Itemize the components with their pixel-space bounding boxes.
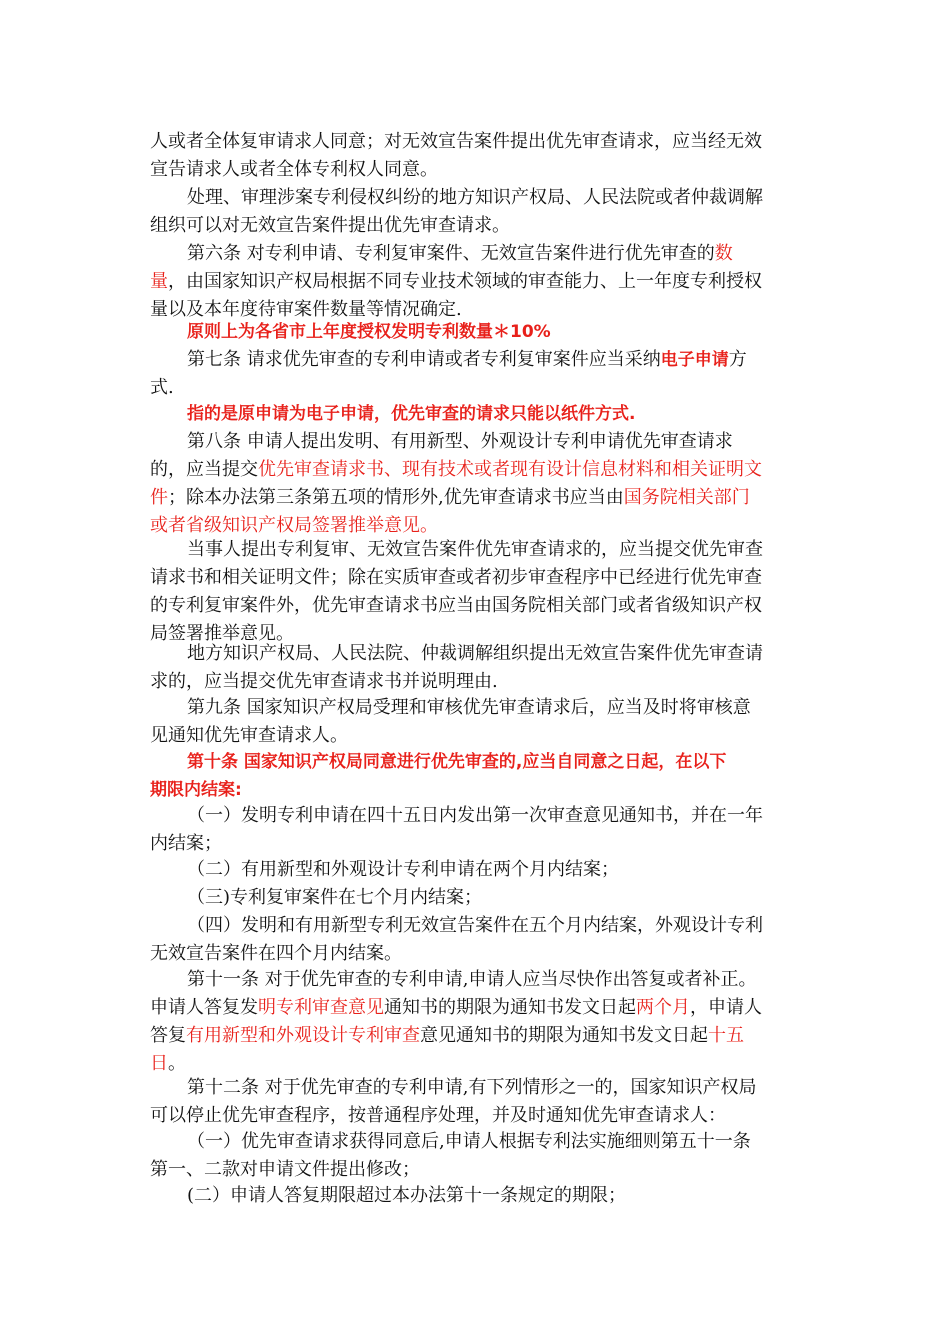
text-span: 第六条 对专利申请、专利复审案件、无效宣告案件进行优先审查的 (187, 243, 715, 264)
text-line: 宣告请求人或者全体专利权人同意。 (150, 159, 438, 180)
text-span: ；除本办法第三条第五项的情形外,优先审查请求书应当由 (168, 487, 624, 508)
highlight-span: 量 (150, 271, 168, 292)
highlight-span: 明专利审查意见 (258, 997, 384, 1018)
text-span: 通知书的期限为通知书发文日起 (384, 997, 636, 1018)
paragraph-local-invalidation (150, 640, 810, 696)
text-line: 指的是原申请为电子申请，优先审查的请求只能以纸件方式. (187, 404, 636, 424)
text-line (150, 1022, 810, 1050)
paragraph-item-1 (150, 802, 810, 858)
text-line: 求的，应当提交优先审查请求书并说明理由. (150, 671, 498, 692)
annotation-note-1 (150, 318, 810, 346)
text-line: (二）申请人答复期限超过本办法第十一条规定的期限； (187, 1185, 627, 1206)
highlight-span: 日 (150, 1053, 168, 1074)
text-line: 人或者全体复审请求人同意；对无效宣告案件提出优先审查请求，应当经无效 (150, 131, 762, 152)
text-span: ，由国家知识产权局根据不同专业技术领域的审查能力、上一年度专利授权 (168, 271, 762, 292)
highlight-span: 两个月 (636, 997, 690, 1018)
paragraph-article-6 (150, 240, 810, 324)
text-line: 第十二条 对于优先审查的专利申请,有下列情形之一的，国家知识产权局 (187, 1077, 757, 1098)
text-line: 期限内结案: (150, 780, 242, 800)
paragraph-item-3 (150, 884, 810, 912)
text-span: 的，应当提交 (150, 459, 258, 480)
text-line: 处理、审理涉案专利侵权纠纷的地方知识产权局、人民法院或者仲裁调解 (187, 187, 763, 208)
highlight-span: 优先审查请求书、现有技术或者现有设计信息材料和相关证明文 (258, 459, 762, 480)
text-line: 第九条 国家知识产权局受理和审核优先审查请求后，应当及时将审核意 (187, 697, 751, 718)
paragraph-local-office (150, 184, 810, 240)
text-line: 见通知优先审查请求人。 (150, 725, 348, 746)
highlight-span: 有用新型和外观设计专利审查 (186, 1025, 420, 1046)
highlight-span: 电子申请 (660, 350, 729, 370)
paragraph-item-4 (150, 912, 810, 968)
text-line: 可以停止优先审查程序，按普通程序处理，并及时通知优先审查请求人： (150, 1105, 726, 1126)
text-line: 原则上为各省市上年度授权发明专利数量＊10% (187, 322, 551, 342)
highlight-span: 国务院相关部门 (623, 487, 750, 508)
text-line: 无效宣告案件在四个月内结案。 (150, 943, 402, 964)
paragraph-stop-item-2 (150, 1182, 810, 1210)
text-line: （四）发明和有用新型专利无效宣告案件在五个月内结案，外观设计专利 (187, 915, 763, 936)
text-span: 第七条 请求优先审查的专利申请或者专利复审案件应当采纳 (187, 349, 661, 370)
paragraph-consent (150, 128, 810, 184)
text-line: （三)专利复审案件在七个月内结案； (187, 887, 483, 908)
text-line: 当事人提出专利复审、无效宣告案件优先审查请求的，应当提交优先审查 (187, 539, 763, 560)
text-line: 请求书和相关证明文件；除在实质审查或者初步审查程序中已经进行优先审查 (150, 567, 762, 588)
text-line: 或者省级知识产权局签署推举意见。 (150, 515, 438, 536)
text-line: 的专利复审案件外，优先审查请求书应当由国务院相关部门或者省级知识产权 (150, 595, 762, 616)
annotation-note-2 (150, 400, 810, 428)
text-line (150, 240, 810, 268)
paragraph-article-12 (150, 1074, 810, 1130)
paragraph-stop-item-1 (150, 1128, 810, 1184)
text-line: 第一、二款对申请文件提出修改； (150, 1159, 420, 1180)
paragraph-article-8 (150, 428, 810, 540)
text-span: ，申请人 (690, 997, 762, 1018)
text-line: 第十条 国家知识产权局同意进行优先审查的,应当自同意之日起，在以下 (187, 752, 727, 772)
paragraph-article-10 (150, 748, 810, 804)
text-span: 。 (168, 1053, 186, 1074)
text-line: （一）发明专利申请在四十五日内发出第一次审查意见通知书，并在一年 (187, 805, 763, 826)
text-line (150, 346, 810, 374)
text-span: 答复 (150, 1025, 186, 1046)
text-line: 组织可以对无效宣告案件提出优先审查请求。 (150, 215, 510, 236)
paragraph-article-9 (150, 694, 810, 750)
text-line: 量以及本年度待审案件数量等情况确定. (150, 299, 462, 320)
text-span: 意见通知书的期限为通知书发文日起 (420, 1025, 708, 1046)
text-line: （二）有用新型和外观设计专利申请在两个月内结案； (187, 859, 619, 880)
text-line (150, 456, 810, 484)
text-line (150, 994, 810, 1022)
text-line (150, 484, 810, 512)
paragraph-item-2 (150, 856, 810, 884)
paragraph-article-11 (150, 966, 810, 1078)
highlight-span: 数 (714, 243, 733, 264)
text-line: （一）优先审查请求获得同意后,申请人根据专利法实施细则第五十一条 (187, 1131, 751, 1152)
text-span: 申请人答复发 (150, 997, 258, 1018)
paragraph-article-7 (150, 346, 810, 402)
text-span: 方 (728, 349, 747, 370)
highlight-span: 十五 (708, 1025, 744, 1046)
text-line: 第十一条 对于优先审查的专利申请,申请人应当尽快作出答复或者补正。 (187, 969, 757, 990)
text-line: 内结案； (150, 833, 222, 854)
text-line: 第八条 申请人提出发明、有用新型、外观设计专利申请优先审查请求 (187, 431, 733, 452)
highlight-span: 件 (150, 487, 168, 508)
paragraph-reexam-request (150, 536, 810, 648)
text-line: 地方知识产权局、人民法院、仲裁调解组织提出无效宣告案件优先审查请 (187, 643, 763, 664)
text-line: 式. (150, 377, 174, 398)
text-line (150, 268, 810, 296)
text-line: 局签署推举意见。 (150, 623, 294, 644)
